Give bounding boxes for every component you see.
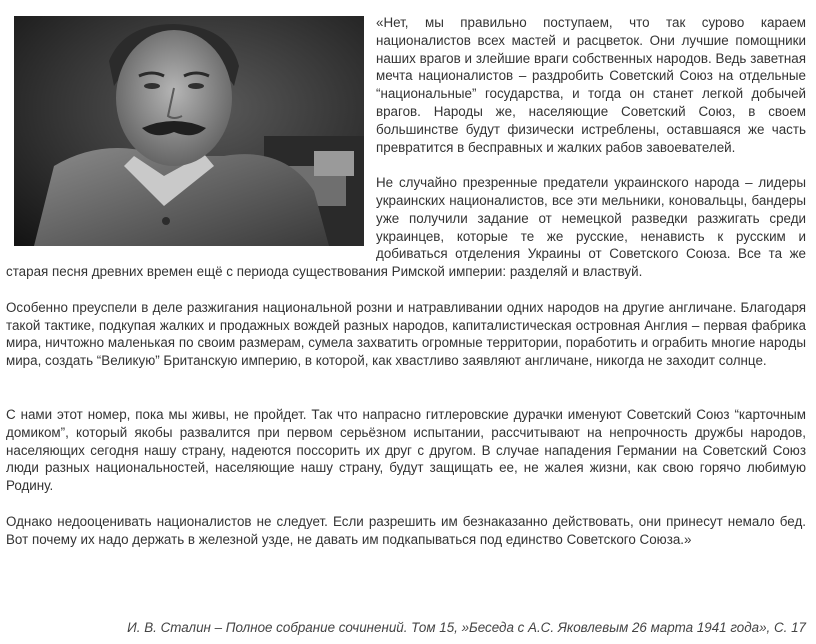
source-citation: И. В. Сталин – Полное собрание сочинений. Том 15, »Беседа с А.С. Яковлевым 26 марта 1941 года», С. 17 [127,620,806,635]
paragraph-5: Однако недооценивать националистов не следует. Если разрешить им безнаказанно действовать, они принесут немало бед. Вот почему их надо держать в железной узде, не давать им подкапываться под единство Советского Союза.» [6,513,806,547]
paragraph-1: «Нет, мы правильно поступаем, что так сурово караем националистов всех мастей и расцветок. Они лучшие помощники наших врагов и злейшие враги собственных народов. Ведь заветная мечта националистов – раздробить Советский Союз на отдельные “национальные” государства, и тогда он станет легкой добычей врагов. Народы же, населяющие Советский Союз, в своем большинстве будут физически истреблены, оставшаяся же часть превратится в бесправных и жалких рабов завоевателей. [376,15,806,155]
article-body [6,14,806,566]
paragraph-3: Особенно преуспели в деле разжигания национальной розни и натравливании одних народов на другие англичане. Благодаря такой тактике, подкупая жалких и продажных вождей разных народов, капиталистическая островная Англия – первая фабрика мира, ничтожно маленькая по своим размерам, сумела захватить огромные территории, поработить и ограбить многие народы мира, создать “Великую” Британскую империю, в которой, как хвастливо заявляют англичане, никогда не заходит солнце. [6,299,806,369]
portrait-image [14,16,364,246]
paragraph-4: С нами этот номер, пока мы живы, не пройдет. Так что напрасно гитлеровские дурачки именуют Советский Союз “карточным домиком”, который якобы развалится при первом серьёзном испытании, рассчитывают на непрочность дружбы народов, населяющих сегодня нашу страну, надеются поссорить их друг с другом. В случае нападения Германии на Советский Союз люди разных национальностей, населяющие нашу страну, будут защищать ее, не жалея жизни, как свою горячо любимую Родину. [6,406,806,494]
portrait-photo [14,16,364,246]
paragraph-2: Не случайно презренные предатели украинского народа – лидеры украинских националистов, все эти мельники, коновальцы, бандеры уже получили задание от немецкой разведки разжигать среди украинцев, которые те же русские, ненависть к русским и добиваться отделения Украины от Советского Союза. Все та же старая песня древних времен ещё с периода существования Римской империи: разделяй и властвуй. [6,175,806,280]
